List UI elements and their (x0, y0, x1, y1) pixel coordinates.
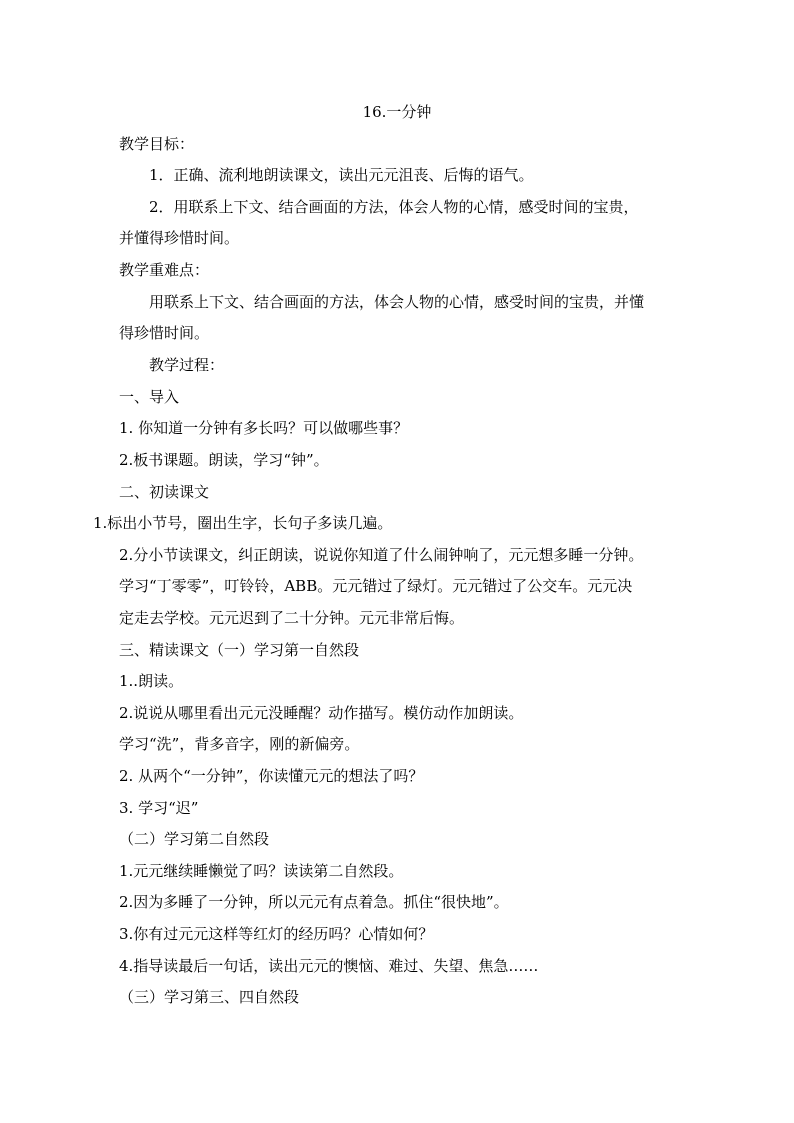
heading-teaching-process: 教学过程： (149, 356, 225, 374)
key-points-continued: 得珍惜时间。 (119, 324, 210, 342)
heading-teaching-goals: 教学目标： (119, 135, 195, 153)
section-3-item-4: 3. 学习“迟” (119, 799, 199, 817)
goal-1: 1．正确、流利地朗读课文，读出元元沮丧、后悔的语气。 (149, 166, 534, 184)
section-2-item-2-cont-1: 学习“丁零零”，叮铃铃，ABB。元元错过了绿灯。元元错过了公交车。元元决 (119, 577, 633, 595)
section-1-heading: 一、导入 (119, 388, 180, 406)
subsection-2-heading: （二）学习第二自然段 (119, 830, 270, 848)
section-3-item-1: 1..朗读。 (119, 672, 184, 690)
section-1-item-1: 1. 你知道一分钟有多长吗？可以做哪些事？ (119, 419, 409, 437)
section-3-item-2: 2.说说从哪里看出元元没睡醒？动作描写。模仿动作加朗读。 (119, 704, 524, 722)
document-title: 16.一分钟 (362, 103, 432, 121)
section-2-item-2-cont-2: 定走去学校。元元迟到了二十分钟。元元非常后悔。 (119, 609, 465, 627)
section-3-item-3: 2. 从两个“一分钟”，你读懂元元的想法了吗？ (119, 767, 424, 785)
goal-2-continued: 并懂得珍惜时间。 (119, 229, 240, 247)
section-2-item-2: 2.分小节读课文，纠正朗读，说说你知道了什么闹钟响了，元元想多睡一分钟。 (119, 546, 644, 564)
section-1-item-2: 2.板书课题。朗读，学习“钟”。 (119, 451, 329, 469)
goal-2: 2．用联系上下文、结合画面的方法，体会人物的心情，感受时间的宝贵， (149, 198, 639, 216)
subsection-3-heading: （三）学习第三、四自然段 (119, 988, 300, 1006)
section-2-heading: 二、初读课文 (119, 483, 210, 501)
section-3-item-2-cont: 学习“洗”，背多音字，刚的新偏旁。 (119, 735, 360, 753)
subsection-2-item-1: 1.元元继续睡懒觉了吗？读读第二自然段。 (119, 862, 404, 880)
subsection-2-item-3: 3.你有过元元这样等红灯的经历吗？心情如何？ (119, 925, 434, 943)
section-3-heading: 三、精读课文（一）学习第一自然段 (119, 641, 360, 659)
heading-key-points: 教学重难点： (119, 261, 210, 279)
key-points-text: 用联系上下文、结合画面的方法，体会人物的心情，感受时间的宝贵，并懂 (149, 293, 645, 311)
subsection-2-item-4: 4.指导读最后一句话，读出元元的懊恼、难过、失望、焦急…… (119, 957, 539, 975)
subsection-2-item-2: 2.因为多睡了一分钟，所以元元有点着急。抓住“很快地”。 (119, 893, 509, 911)
section-2-item-1: 1.标出小节号，圈出生字，长句子多读几遍。 (93, 514, 393, 532)
